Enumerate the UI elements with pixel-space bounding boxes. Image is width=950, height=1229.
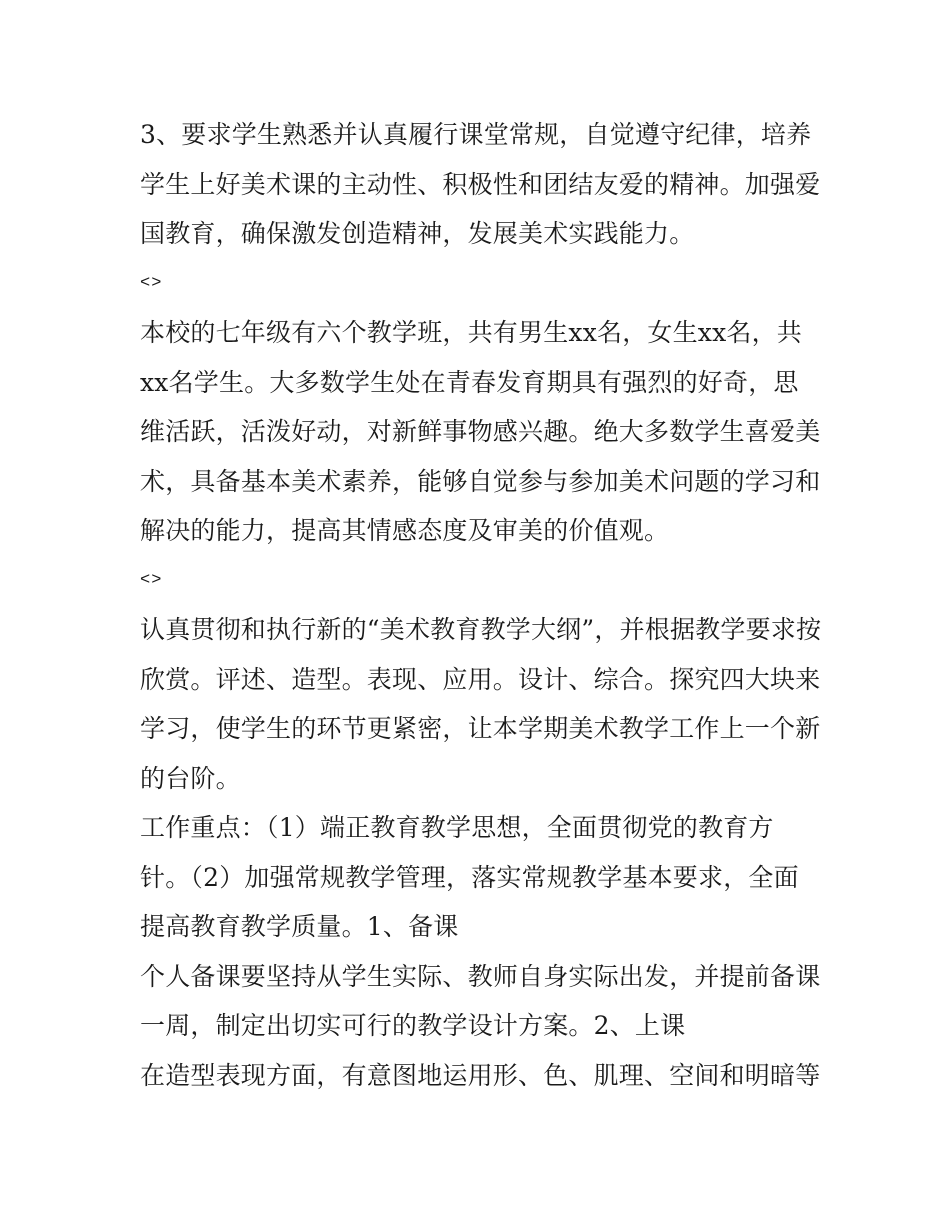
text-line-11: 认真贯彻和执行新的“美术教育教学大纲”，并根据教学要求按: [140, 615, 822, 644]
text-line-13: 学习，使学生的环节更紧密，让本学期美术教学工作上一个新: [140, 714, 821, 743]
text-line-3: 国教育，确保激发创造精神，发展美术实践能力。: [140, 219, 695, 248]
text-line-17: 提高教育教学质量。1、备课: [140, 912, 459, 941]
text-line-12: 欣赏。评述、造型。表现、应用。设计、综合。探究四大块来: [140, 664, 821, 694]
section-marker-1: <>: [140, 273, 163, 293]
text-line-2: 学生上好美术课的主动性、积极性和团结友爱的精神。加强爱: [140, 169, 821, 199]
section-marker-2: <>: [140, 570, 163, 590]
text-line-9: 解决的能力，提高其情感态度及审美的价值观。: [140, 516, 670, 545]
text-line-7: 维活跃，活泼好动，对新鲜事物感兴趣。绝大多数学生喜爱美: [140, 417, 821, 446]
text-line-6: xx名学生。大多数学生处在青春发育期具有强烈的好奇，思: [140, 367, 799, 397]
text-line-18: 个人备课要坚持从学生实际、教师自身实际出发，并提前备课: [140, 961, 821, 991]
text-line-16: 针。（2）加强常规教学管理，落实常规教学基本要求，全面: [140, 862, 799, 892]
document-body: [140, 110, 820, 1100]
text-line-14: 的台阶。: [140, 763, 241, 793]
text-line-20: 在造型表现方面，有意图地运用形、色、肌理、空间和明暗等: [140, 1060, 821, 1090]
text-line-8: 术，具备基本美术素养，能够自觉参与参加美术问题的学习和: [140, 466, 821, 496]
text-line-1: 3、要求学生熟悉并认真履行课堂常规，自觉遵守纪律，培养: [140, 120, 812, 149]
text-line-19: 一周，制定出切实可行的教学设计方案。2、上课: [140, 1011, 686, 1040]
text-line-15: 工作重点：（1）端正教育教学思想，全面贯彻党的教育方: [140, 813, 774, 842]
text-line-5: 本校的七年级有六个教学班，共有男生xx名，女生xx名，共: [140, 318, 802, 347]
